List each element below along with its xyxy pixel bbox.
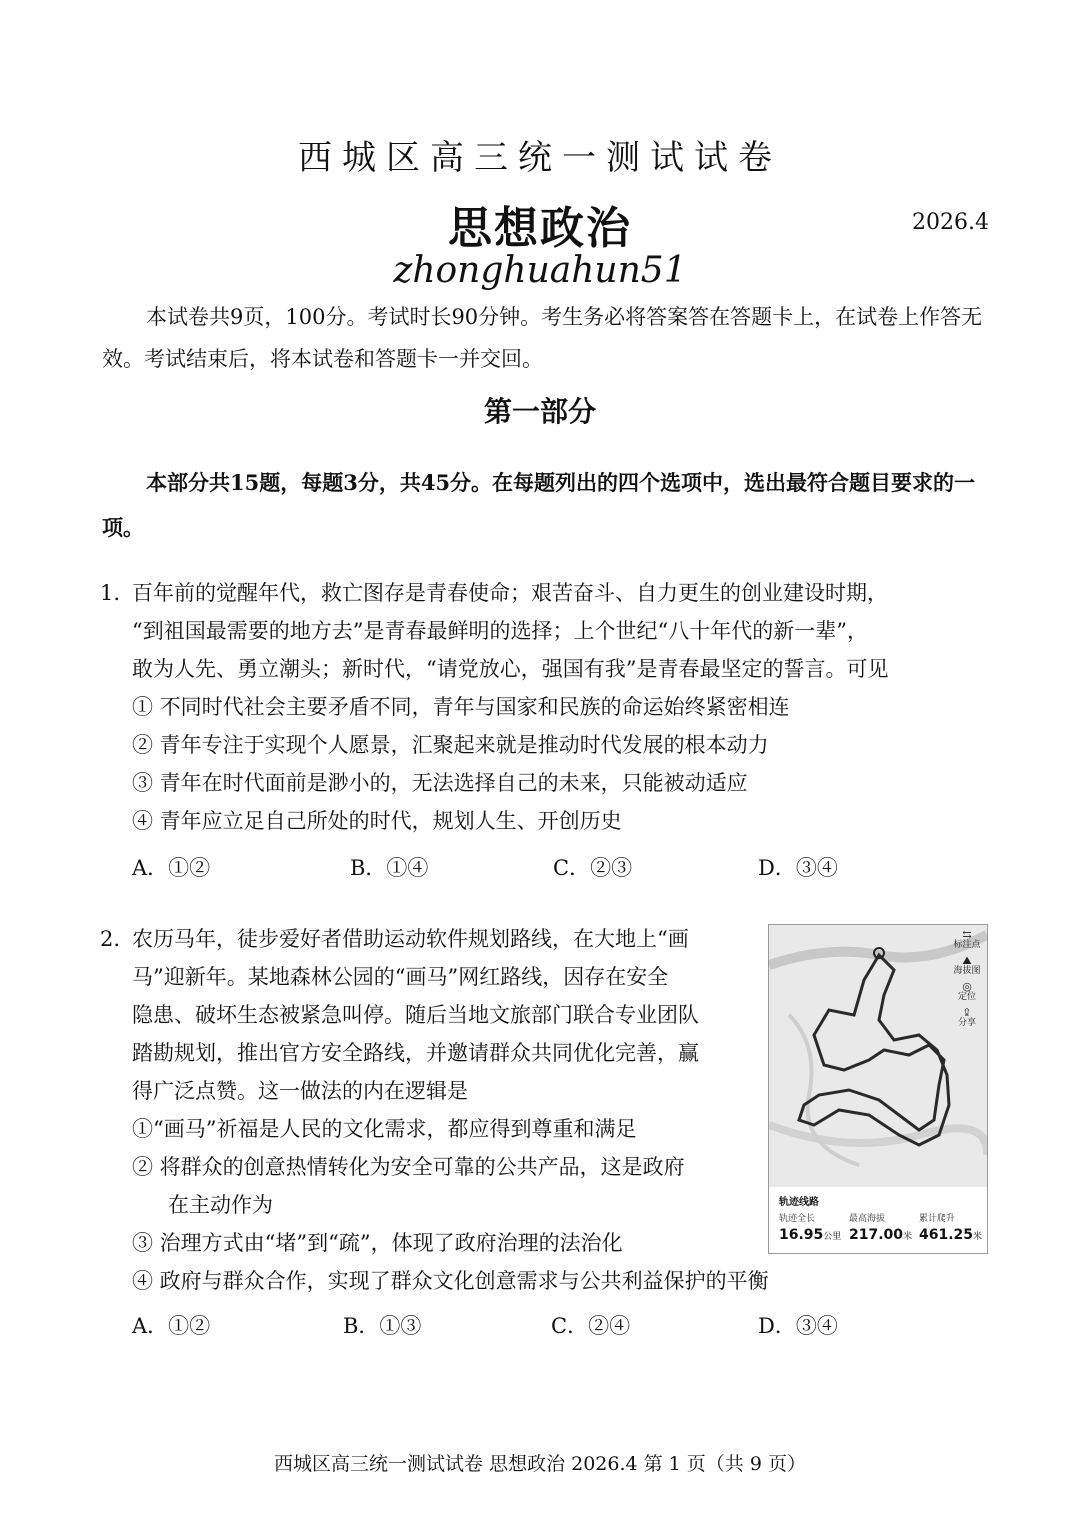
route-map bbox=[769, 925, 987, 1187]
watermark-text: zhonghuahun51 bbox=[393, 250, 687, 291]
statement-4: ④ 政府与群众合作，实现了群众文化创意需求与公共利益保护的平衡 bbox=[132, 1269, 769, 1293]
q1-choice-a: A．①② bbox=[132, 856, 211, 880]
route-map-figure bbox=[768, 924, 988, 1254]
question-2-line: 农历马年，徒步爱好者借助运动软件规划路线，在大地上“画 bbox=[132, 927, 689, 951]
question-2-line: 隐患、破坏生态被紧急叫停。随后当地文旅部门联合专业团队 bbox=[132, 1003, 699, 1027]
stat-track-length: 轨迹全长 16.95公里 bbox=[779, 1214, 842, 1243]
question-1-number: 1. bbox=[100, 581, 121, 605]
q1-choice-c: C．②③ bbox=[553, 856, 633, 880]
statement-1: ①“画马”祈福是人民的文化需求，都应得到尊重和满足 bbox=[132, 1117, 637, 1141]
map-toolbar bbox=[949, 925, 985, 1029]
subject-title: 思想政治 bbox=[448, 203, 632, 254]
question-2-line: 马”迎新年。某地森林公园的“画马”网红路线，因存在安全 bbox=[132, 965, 669, 989]
statement-1: ① 不同时代社会主要矛盾不同，青年与国家和民族的命运始终紧密相连 bbox=[132, 695, 790, 719]
part-one-title: 第一部分 bbox=[483, 395, 596, 428]
page-footer: 西城区高三统一测试试卷 思想政治 2026.4 第 1 页（共 9 页） bbox=[274, 1453, 806, 1475]
q1-choice-d: D．③④ bbox=[758, 856, 838, 880]
question-1-statements bbox=[132, 688, 992, 840]
statement-3: ③ 治理方式由“堵”到“疏”，体现了政府治理的法治化 bbox=[132, 1231, 623, 1255]
elevation-tool[interactable]: ⛰ 海拔图 bbox=[949, 955, 985, 977]
stat-max-altitude: 最高海拔 217.00米 bbox=[849, 1214, 913, 1243]
statement-2-continued: 在主动作为 bbox=[168, 1193, 273, 1217]
mountain-icon: ⛰ bbox=[962, 954, 972, 967]
statement-2: ② 将群众的创意热情转化为安全可靠的公共产品，这是政府 bbox=[132, 1155, 685, 1179]
q2-choice-d: D．③④ bbox=[758, 1314, 838, 1338]
statement-4: ④ 青年应立足自己所处的时代，规划人生、开创历史 bbox=[132, 809, 622, 833]
question-2-line: 得广泛点赞。这一做法的内在逻辑是 bbox=[132, 1079, 468, 1103]
exam-title: 西城区高三统一测试试卷 bbox=[298, 138, 782, 178]
question-2-stem bbox=[132, 920, 762, 1110]
question-2-statements bbox=[132, 1110, 772, 1262]
mark-point-icon: ⇆ bbox=[962, 928, 972, 941]
question-1-line: “到祖国最需要的地方去”是青春最鲜明的选择；上个世纪“八十年代的新一辈”， bbox=[132, 619, 868, 643]
locate-tool[interactable]: ◎ 定位 bbox=[949, 981, 985, 1003]
mark-point-tool[interactable]: ⇆ 标注点 bbox=[949, 929, 985, 951]
q2-choice-a: A．①② bbox=[132, 1314, 211, 1338]
q1-choice-b: B．①④ bbox=[350, 856, 429, 880]
question-2-line: 踏勘规划，推出官方安全路线，并邀请群众共同优化完善，赢 bbox=[132, 1041, 699, 1065]
question-1-stem bbox=[132, 574, 992, 688]
route-stats-panel bbox=[769, 1187, 987, 1253]
question-2-number: 2. bbox=[100, 927, 121, 951]
statement-3: ③ 青年在时代面前是渺小的，无法选择自己的未来，只能被动适应 bbox=[132, 771, 748, 795]
part-one-description: 本部分共15题，每题3分，共45分。在每题列出的四个选项中，选出最符合题目要求的一项。 bbox=[102, 470, 976, 540]
statement-2: ② 青年专注于实现个人愿景，汇聚起来就是推动时代发展的根本动力 bbox=[132, 733, 769, 757]
q2-choice-c: C．②④ bbox=[551, 1314, 631, 1338]
locate-icon: ◎ bbox=[962, 980, 972, 993]
question-1-line: 百年前的觉醒年代，救亡图存是青春使命；艰苦奋斗、自力更生的创业建设时期， bbox=[132, 581, 888, 605]
route-stats-title: 轨迹线路 bbox=[779, 1197, 819, 1208]
stat-total-climb: 累计爬升 461.25米 bbox=[919, 1214, 983, 1243]
exam-instructions: 本试卷共9页，100分。考试时长90分钟。考生务必将答案答在答题卡上，在试卷上作答无效。考试结束后，将本试卷和答题卡一并交回。 bbox=[102, 305, 983, 371]
q2-choice-b: B．①③ bbox=[343, 1314, 422, 1338]
exam-date: 2026.4 bbox=[912, 210, 989, 235]
share-tool[interactable]: ⇪ 分享 bbox=[949, 1007, 985, 1029]
question-1-line: 敢为人先、勇立潮头；新时代，“请党放心，强国有我”是青春最坚定的誓言。可见 bbox=[132, 657, 889, 681]
share-icon: ⇪ bbox=[962, 1006, 972, 1019]
